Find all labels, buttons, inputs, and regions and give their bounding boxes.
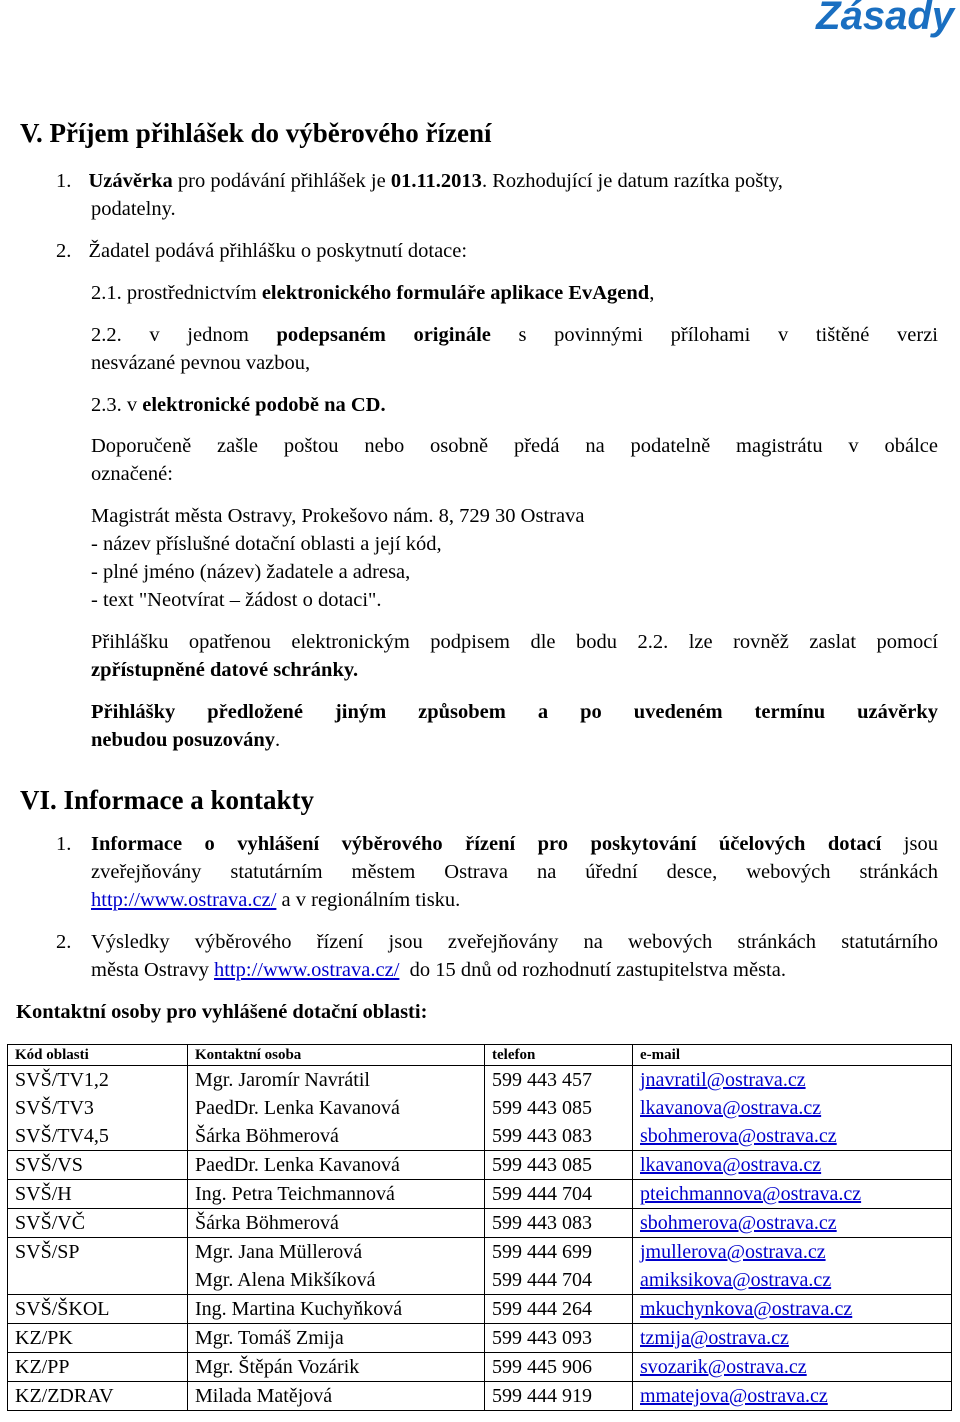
- contact-person: Ing. Petra Teichmannová: [195, 1183, 395, 1205]
- area-code: SVŠ/TV4,5: [15, 1125, 109, 1147]
- table-row: [8, 1238, 952, 1295]
- email-link[interactable]: mkuchynkova@ostrava.cz: [640, 1298, 853, 1320]
- warning-bold: nebudou posuzovány: [91, 729, 276, 751]
- area-code: KZ/PK: [15, 1327, 73, 1349]
- ostrava-website-link[interactable]: http://www.ostrava.cz/: [91, 889, 277, 911]
- email-link[interactable]: amiksikova@ostrava.cz: [640, 1269, 832, 1291]
- sub-bold: podepsaném originále: [276, 324, 491, 346]
- table-row: [8, 1324, 952, 1353]
- table-cell: [188, 1151, 485, 1180]
- list-item-deadline: [56, 167, 783, 195]
- email-link[interactable]: tzmija@ostrava.cz: [640, 1327, 789, 1349]
- contact-person: PaedDr. Lenka Kavanová: [195, 1097, 400, 1119]
- info-item-1-line-2: zveřejňovány statutárním městem Ostrava na úřední desce, webových stránkách: [91, 861, 938, 883]
- sub-item-original-line-2: nesvázané pevnou vazbou,: [91, 352, 311, 374]
- table-cell: [8, 1151, 188, 1180]
- table-cell: [8, 1353, 188, 1382]
- application-text: Žadatel podává přihlášku o poskytnutí dotace:: [88, 240, 468, 262]
- area-code: SVŠ/VČ: [15, 1212, 86, 1234]
- info-bold: Informace o vyhlášení výběrového řízení pro poskytování účelových dotací: [91, 833, 882, 855]
- deadline-label: Uzávěrka: [88, 170, 173, 192]
- table-cell: [633, 1151, 952, 1180]
- esign-line-2: zpřístupněné datové schránky.: [91, 659, 359, 681]
- sub-item-original: [91, 321, 938, 349]
- table-row: [8, 1353, 952, 1382]
- table-cell: [188, 1238, 485, 1295]
- table-row: [8, 1209, 952, 1238]
- sub-text: v: [126, 394, 143, 416]
- info-item-2-number: 2.: [56, 931, 72, 953]
- area-code: KZ/ZDRAV: [15, 1385, 114, 1407]
- info-text-end: a v regionálním tisku.: [276, 889, 461, 911]
- table-cell: [633, 1180, 952, 1209]
- table-cell: [633, 1382, 952, 1411]
- email-link[interactable]: lkavanova@ostrava.cz: [640, 1154, 822, 1176]
- deadline-text-a: pro podávání přihlášek je: [172, 170, 391, 192]
- table-cell: [8, 1066, 188, 1151]
- table-cell: [633, 1295, 952, 1324]
- table-cell: [8, 1382, 188, 1411]
- sub-bold: elektronické podobě na CD.: [142, 394, 386, 416]
- email-link[interactable]: sbohmerova@ostrava.cz: [640, 1212, 837, 1234]
- table-cell: [633, 1324, 952, 1353]
- email-link[interactable]: jmullerova@ostrava.cz: [640, 1241, 826, 1263]
- area-code: KZ/PP: [15, 1356, 70, 1378]
- table-cell: [188, 1209, 485, 1238]
- contacts-heading: Kontaktní osoby pro vyhlášené dotační oblasti:: [16, 1001, 428, 1023]
- table-cell: [8, 1324, 188, 1353]
- warning-line-2: [91, 726, 280, 754]
- phone-number: 599 443 457: [492, 1069, 592, 1091]
- envelope-item: - plné jméno (název) žadatele a adresa,: [91, 561, 411, 583]
- info-text: města Ostravy: [91, 959, 214, 981]
- table-cell: [485, 1382, 633, 1411]
- contact-person: Mgr. Jana Müllerová: [195, 1241, 363, 1263]
- sub-text: v jednom: [149, 324, 277, 346]
- info-item-1-line-3: [91, 886, 460, 914]
- contacts-table-body: [8, 1066, 952, 1411]
- table-cell: [188, 1324, 485, 1353]
- area-code: SVŠ/H: [15, 1183, 72, 1205]
- table-row: [8, 1382, 952, 1411]
- deadline-line-2: podatelny.: [91, 198, 176, 220]
- section-6-heading: VI. Informace a kontakty: [20, 785, 314, 815]
- contact-person: Šárka Böhmerová: [195, 1125, 339, 1147]
- info-item-2-line-2: [91, 956, 786, 984]
- sub-text: prostřednictvím: [126, 282, 262, 304]
- table-cell: [633, 1066, 952, 1151]
- list-item-application: [56, 237, 467, 265]
- table-row: [8, 1066, 952, 1151]
- esign-line-1: Přihlášku opatřenou elektronickým podpisem dle bodu 2.2. lze rovněž zaslat pomocí: [91, 631, 938, 653]
- column-header: Kód oblasti: [8, 1045, 188, 1066]
- phone-number: 599 444 704: [492, 1183, 592, 1205]
- phone-number: 599 443 085: [492, 1154, 592, 1176]
- email-link[interactable]: lkavanova@ostrava.cz: [640, 1097, 822, 1119]
- area-code: SVŠ/TV3: [15, 1097, 94, 1119]
- table-cell: [485, 1066, 633, 1151]
- column-header: Kontaktní osoba: [188, 1045, 485, 1066]
- column-header: e-mail: [633, 1045, 952, 1066]
- list-number: 1.: [56, 170, 72, 192]
- contact-person: Mgr. Štěpán Vozárik: [195, 1356, 360, 1378]
- email-link[interactable]: jnavratil@ostrava.cz: [640, 1069, 806, 1091]
- table-cell: [8, 1295, 188, 1324]
- table-cell: [188, 1180, 485, 1209]
- phone-number: 599 444 704: [492, 1269, 592, 1291]
- info-item-2-line-1: Výsledky výběrového řízení jsou zveřejňovány na webových stránkách statutárního: [91, 931, 938, 953]
- contact-person: PaedDr. Lenka Kavanová: [195, 1154, 400, 1176]
- warning-line-1: Přihlášky předložené jiným způsobem a po uvedeném termínu uzávěrky: [91, 701, 938, 723]
- table-cell: [485, 1295, 633, 1324]
- postal-instructions-line-1: Doporučeně zašle poštou nebo osobně předá na podatelně magistrátu v obálce: [91, 435, 938, 457]
- table-cell: [485, 1238, 633, 1295]
- sub-text-end: s povinnými přílohami v tištěné verzi: [490, 324, 938, 346]
- info-item-1-line-1: [91, 830, 938, 858]
- table-cell: [633, 1353, 952, 1382]
- table-cell: [188, 1066, 485, 1151]
- phone-number: 599 444 264: [492, 1298, 592, 1320]
- sub-item-cd: [91, 391, 386, 419]
- sub-number: 2.2.: [91, 324, 122, 346]
- table-cell: [8, 1180, 188, 1209]
- contact-person: Mgr. Alena Mikšíková: [195, 1269, 376, 1291]
- deadline-text-b: . Rozhodující je datum razítka pošty,: [481, 170, 783, 192]
- table-row: [8, 1151, 952, 1180]
- table-cell: [485, 1151, 633, 1180]
- area-code: SVŠ/ŠKOL: [15, 1298, 110, 1320]
- table-cell: [188, 1295, 485, 1324]
- phone-number: 599 444 699: [492, 1241, 592, 1263]
- phone-number: 599 445 906: [492, 1356, 592, 1378]
- table-cell: [188, 1382, 485, 1411]
- phone-number: 599 443 083: [492, 1212, 592, 1234]
- table-cell: [188, 1353, 485, 1382]
- phone-number: 599 444 919: [492, 1385, 592, 1407]
- contact-person: Mgr. Tomáš Zmija: [195, 1327, 344, 1349]
- list-number: 2.: [56, 240, 72, 262]
- table-cell: [633, 1209, 952, 1238]
- address: Magistrát města Ostravy, Prokešovo nám. 8, 729 30 Ostrava: [91, 505, 585, 527]
- sub-text-end: ,: [649, 282, 655, 304]
- sub-bold: elektronického formuláře aplikace EvAgend: [261, 282, 650, 304]
- sub-number: 2.3.: [91, 394, 122, 416]
- info-text-end: do 15 dnů od rozhodnutí zastupitelstva města.: [399, 959, 786, 981]
- table-cell: [485, 1324, 633, 1353]
- sub-number: 2.1.: [91, 282, 122, 304]
- table-cell: [485, 1353, 633, 1382]
- table-cell: [8, 1209, 188, 1238]
- column-header: telefon: [485, 1045, 633, 1066]
- ostrava-website-link[interactable]: http://www.ostrava.cz/: [213, 959, 400, 981]
- area-code: SVŠ/VS: [15, 1154, 83, 1176]
- envelope-item: - text "Neotvírat – žádost o dotaci".: [91, 589, 382, 611]
- area-code: SVŠ/TV1,2: [15, 1069, 109, 1091]
- table-row: [8, 1295, 952, 1324]
- document-brand-title: Zásady: [816, 0, 954, 38]
- email-link[interactable]: pteichmannova@ostrava.cz: [640, 1183, 862, 1205]
- envelope-item: - název příslušné dotační oblasti a její kód,: [91, 533, 442, 555]
- sub-item-electronic-form: [91, 279, 654, 307]
- table-cell: [485, 1180, 633, 1209]
- contact-person: Ing. Martina Kuchyňková: [195, 1298, 403, 1320]
- area-code: SVŠ/SP: [15, 1241, 80, 1263]
- contact-person: Milada Matějová: [195, 1385, 333, 1407]
- info-item-1-number: 1.: [56, 833, 72, 855]
- contacts-table: [7, 1044, 952, 1411]
- table-row: [8, 1180, 952, 1209]
- phone-number: 599 443 085: [492, 1097, 592, 1119]
- phone-number: 599 443 093: [492, 1327, 592, 1349]
- deadline-date: 01.11.2013: [390, 170, 482, 192]
- section-5-heading: V. Příjem přihlášek do výběrového řízení: [20, 118, 492, 148]
- contact-person: Šárka Böhmerová: [195, 1212, 339, 1234]
- email-link[interactable]: sbohmerova@ostrava.cz: [640, 1125, 837, 1147]
- table-header-row: [8, 1045, 952, 1066]
- phone-number: 599 443 083: [492, 1125, 592, 1147]
- info-text: jsou: [881, 833, 938, 855]
- table-cell: [8, 1238, 188, 1295]
- postal-instructions-line-2: označené:: [91, 463, 173, 485]
- contact-person: Mgr. Jaromír Navrátil: [195, 1069, 370, 1091]
- warning-end: .: [275, 729, 281, 751]
- table-cell: [633, 1238, 952, 1295]
- email-link[interactable]: svozarik@ostrava.cz: [640, 1356, 807, 1378]
- email-link[interactable]: mmatejova@ostrava.cz: [640, 1385, 828, 1407]
- table-cell: [485, 1209, 633, 1238]
